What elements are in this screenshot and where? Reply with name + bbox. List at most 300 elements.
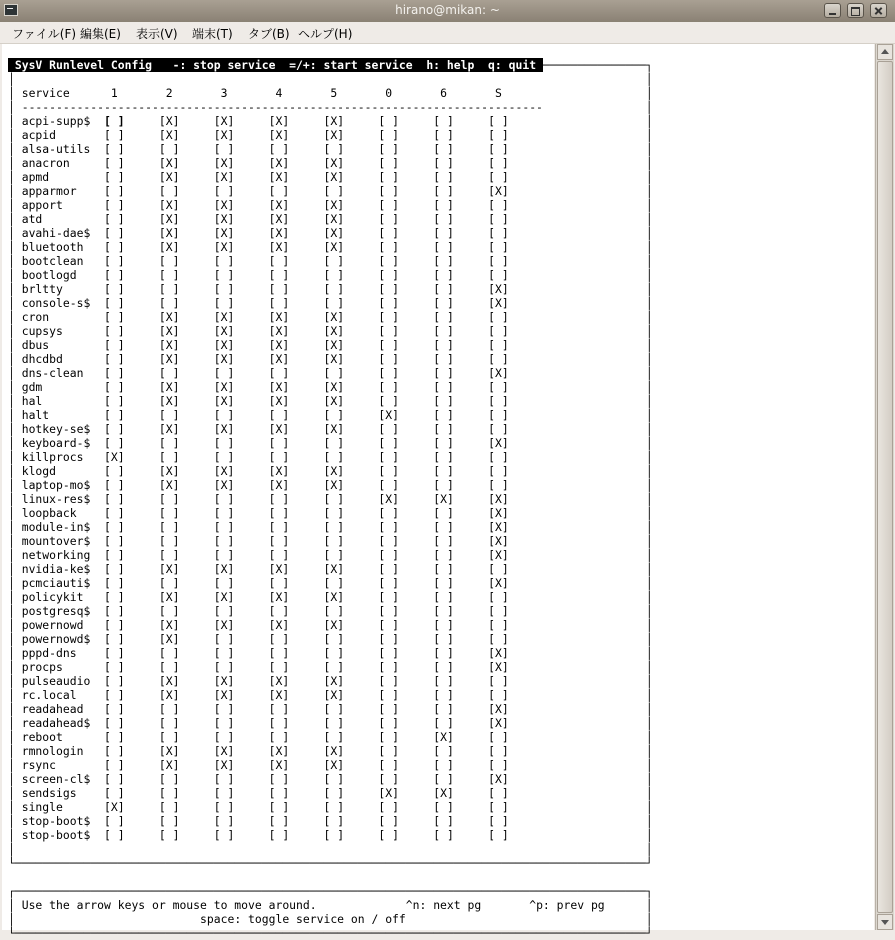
runlevel-checkbox[interactable]: [ ] bbox=[433, 534, 454, 548]
runlevel-checkbox[interactable]: [X] bbox=[158, 352, 180, 366]
runlevel-checkbox[interactable]: [ ] bbox=[488, 394, 509, 408]
runlevel-checkbox[interactable]: [X] bbox=[158, 338, 180, 352]
runlevel-checkbox[interactable]: [X] bbox=[158, 212, 180, 226]
runlevel-checkbox[interactable]: [ ] bbox=[323, 814, 345, 828]
runlevel-checkbox[interactable]: [X] bbox=[488, 366, 509, 380]
runlevel-checkbox[interactable]: [ ] bbox=[323, 366, 345, 380]
runlevel-checkbox[interactable]: [ ] bbox=[158, 772, 180, 786]
runlevel-checkbox[interactable]: [ ] bbox=[323, 506, 345, 520]
runlevel-checkbox[interactable]: [ ] bbox=[433, 548, 454, 562]
runlevel-checkbox[interactable]: [X] bbox=[268, 128, 290, 142]
runlevel-checkbox[interactable]: [X] bbox=[488, 506, 509, 520]
runlevel-checkbox[interactable]: [X] bbox=[158, 618, 180, 632]
runlevel-checkbox[interactable]: [ ] bbox=[268, 282, 290, 296]
scrollbar-thumb[interactable] bbox=[877, 61, 893, 913]
runlevel-checkbox[interactable]: [X] bbox=[323, 422, 345, 436]
scroll-down-arrow-icon[interactable] bbox=[877, 914, 893, 930]
terminal-screen[interactable] bbox=[2, 44, 874, 940]
runlevel-checkbox[interactable]: [X] bbox=[268, 618, 290, 632]
runlevel-checkbox[interactable]: [ ] bbox=[104, 408, 125, 422]
runlevel-checkbox[interactable]: [X] bbox=[323, 198, 345, 212]
runlevel-checkbox[interactable]: [ ] bbox=[213, 660, 235, 674]
runlevel-checkbox[interactable]: [ ] bbox=[323, 254, 345, 268]
runlevel-checkbox[interactable]: [X] bbox=[488, 576, 509, 590]
runlevel-checkbox[interactable]: [ ] bbox=[488, 324, 509, 338]
runlevel-checkbox[interactable]: [ ] bbox=[433, 478, 454, 492]
runlevel-checkbox[interactable]: [ ] bbox=[213, 268, 235, 282]
runlevel-checkbox[interactable]: [ ] bbox=[158, 800, 180, 814]
runlevel-checkbox[interactable]: [X] bbox=[213, 352, 235, 366]
menu-terminal[interactable]: 端末(T) bbox=[192, 27, 233, 41]
runlevel-checkbox[interactable]: [X] bbox=[268, 380, 290, 394]
runlevel-checkbox[interactable]: [ ] bbox=[104, 702, 125, 716]
runlevel-checkbox[interactable]: [ ] bbox=[378, 142, 399, 156]
runlevel-checkbox[interactable]: [ ] bbox=[268, 702, 290, 716]
runlevel-checkbox[interactable]: [ ] bbox=[488, 590, 509, 604]
runlevel-checkbox[interactable]: [ ] bbox=[488, 632, 509, 646]
runlevel-checkbox[interactable]: [X] bbox=[323, 618, 345, 632]
runlevel-checkbox[interactable]: [X] bbox=[158, 394, 180, 408]
runlevel-checkbox[interactable]: [ ] bbox=[104, 758, 125, 772]
runlevel-checkbox[interactable]: [ ] bbox=[488, 478, 509, 492]
runlevel-checkbox[interactable]: [X] bbox=[323, 352, 345, 366]
runlevel-checkbox[interactable]: [ ] bbox=[323, 520, 345, 534]
runlevel-checkbox[interactable]: [ ] bbox=[433, 408, 454, 422]
runlevel-checkbox[interactable]: [ ] bbox=[213, 506, 235, 520]
runlevel-checkbox[interactable]: [ ] bbox=[323, 142, 345, 156]
runlevel-checkbox[interactable]: [X] bbox=[488, 282, 509, 296]
runlevel-checkbox[interactable]: [ ] bbox=[378, 604, 399, 618]
runlevel-checkbox[interactable]: [X] bbox=[433, 786, 454, 800]
runlevel-checkbox[interactable]: [X] bbox=[323, 562, 345, 576]
runlevel-checkbox[interactable]: [ ] bbox=[488, 786, 509, 800]
runlevel-checkbox[interactable]: [ ] bbox=[433, 604, 454, 618]
runlevel-checkbox[interactable]: [ ] bbox=[433, 660, 454, 674]
runlevel-checkbox[interactable]: [ ] bbox=[433, 282, 454, 296]
runlevel-checkbox[interactable]: [X] bbox=[158, 562, 180, 576]
runlevel-checkbox[interactable]: [ ] bbox=[488, 254, 509, 268]
runlevel-checkbox[interactable]: [X] bbox=[158, 114, 180, 128]
runlevel-checkbox[interactable]: [ ] bbox=[268, 786, 290, 800]
title-bar[interactable] bbox=[0, 0, 895, 23]
runlevel-checkbox[interactable]: [ ] bbox=[378, 394, 399, 408]
runlevel-checkbox[interactable]: [X] bbox=[213, 590, 235, 604]
runlevel-checkbox[interactable]: [ ] bbox=[213, 828, 235, 842]
runlevel-checkbox[interactable]: [X] bbox=[268, 240, 290, 254]
runlevel-checkbox[interactable]: [ ] bbox=[104, 380, 125, 394]
runlevel-checkbox[interactable]: [ ] bbox=[323, 716, 345, 730]
sysv-rc-conf-screen[interactable]: SysV Runlevel Config -: stop service =/+: start service h: help q: quit ───────────────┐ │ │ │ service 1 2 3 4 5 0 6 S │ │ ---------------------------------------------------------------------------- │ │ acpi-supp$ [ ] [X] [X] [X] [X] [ ] [ ] [ ] │ │ acpid [ ] [X] [X] [X] [X] [ ] [ ] [ ] │ │ alsa-utils [ ] [ ] [ ] [ ] [ ] [ ] [ ] [ ] │ │ anacron [ ] [X] [X] [X] [X] [ ] [ ] [ ] │ │ apmd [ ] [X] [X] [X] [X] [ ] [ ] [ ] │ │ apparmor [ ] [ ] [ ] [ ] [ ] [ ] [ ] [X] │ │ apport [ ] [X] [X] [X] [X] [ ] [ ] [ ] │ │ atd [ ] [X] [X] [X] [X] [ ] [ ] [ ] │ │ avahi-dae$ [ ] [X] [X] [X] [X] [ ] [ ] [ ] │ │ bluetooth [ ] [X] [X] [X] [X] [ ] [ ] [ ] │ │ bootclean [ ] [ ] [ ] [ ] [ ] [ ] [ ] [ ] │ │ bootlogd [ ] [ ] [ ] [ ] [ ] [ ] [ ] [ ] │ │ brltty [ ] [ ] [ ] [ ] [ ] [ ] [ ] [X] │ │ console-s$ [ ] [ ] [ ] [ ] [ ] [ ] [ ] [X] │ │ cron [ ] [X] [X] [X] [X] [ ] [ ] [ ] │ │ cupsys [ ] [X] [X] [X] [X] [ ] [ ] [ ] │ │ dbus [ ] [X] [X] [X] [X] [ ] [ ] [ ] │ │ dhcdbd [ ] [X] [X] [X] [X] [ ] [ ] [ ] │ │ dns-clean [ ] [ ] [ ] [ ] [ ] [ ] [ ] [X] │ │ gdm [ ] [X] [X] [X] [X] [ ] [ ] [ ] │ │ hal [ ] [X] [X] [X] [X] [ ] [ ] [ ] │ │ halt [ ] [ ] [ ] [ ] [ ] [X] [ ] [ ] │ │ hotkey-se$ [ ] [X] [X] [X] [X] [ ] [ ] [ ] │ │ keyboard-$ [ ] [ ] [ ] [ ] [ ] [ ] [ ] [X] │ │ killprocs [X] [ ] [ ] [ ] [ ] [ ] [ ] [ ] │ │ klogd [ ] [X] [X] [X] [X] [ ] [ ] [ ] │ │ laptop-mo$ [ ] [X] [X] [X] [X] [ ] [ ] [ ] │ │ linux-res$ [ ] [ ] [ ] [ ] [ ] [X] [X] [X] │ │ loopback [ ] [ ] [ ] [ ] [ ] [ ] [ ] [X] │ │ module-in$ [ ] [ ] [ ] [ ] [ ] [ ] [ ] [X] │ │ mountover$ [ ] [ ] [ ] [ ] [ ] [ ] [ ] [X] │ │ networking [ ] [ ] [ ] [ ] [ ] [ ] [ ] [X] │ │ nvidia-ke$ [ ] [X] [X] [X] [X] [ ] [ ] [ ] │ │ pcmciauti$ [ ] [ ] [ ] [ ] [ ] [ ] [ ] [X] │ │ policykit [ ] [X] [X] [X] [X] [ ] [ ] [ ] │ │ postgresq$ [ ] [ ] [ ] [ ] [ ] [ ] [ ] [ ] │ │ powernowd [ ] [X] [X] [X] [X] [ ] [ ] [ ] │ │ powernowd$ [ ] [X] [ ] [ ] [ ] [ ] [ ] [ ] │ │ pppd-dns [ ] [ ] [ ] [ ] [ ] [ ] [ ] [X] │ │ procps [ ] [ ] [ ] [ ] [ ] [ ] [ ] [X] │ │ pulseaudio [ ] [X] [X] [X] [X] [ ] [ ] [ ] │ │ rc.local [ ] [X] [X] [X] [X] [ ] [ ] [ ] │ │ readahead [ ] [ ] [ ] [ ] [ ] [ ] [ ] [X] │ │ readahead$ [ ] [ ] [ ] [ ] [ ] [ ] [ ] [X] │ │ reboot [ ] [ ] [ ] [ ] [ ] [ ] [X] [ ] │ │ rmnologin [ ] [X] [X] [X] [X] [ ] [ ] [ ] │ │ rsync [ ] [X] [X] [X] [X] [ ] [ ] [ ] │ │ screen-cl$ [ ] [ ] [ ] [ ] [ ] [ ] [ ] [X] │ │ sendsigs [ ] [ ] [ ] [ ] [ ] [X] [X] [ ] │ │ single [X] [ ] [ ] [ ] [ ] [ ] [ ] [ ] │ │ stop-boot$ [ ] [ ] [ ] [ ] [ ] [ ] [ ] [ ] │ │ stop-boot$ [ ] [ ] [ ] [ ] [ ] [ ] [ ] [ ] │ │ │ └────────────────────────────────────────────────────────────────────────────────────────────┘ ┌────────────────────────────────────────────────────────────────────────────────────────────┐ │ Use the arrow keys or mouse to move around. ^n: next pg ^p: prev pg │ │ space: toggle service on / off │ └────────────────────────────────────────────────────────────────────────────────────────────┘ bbox=[8, 58, 653, 940]
runlevel-checkbox[interactable]: [X] bbox=[268, 324, 290, 338]
runlevel-checkbox[interactable]: [ ] bbox=[213, 548, 235, 562]
runlevel-checkbox[interactable]: [ ] bbox=[104, 436, 125, 450]
runlevel-checkbox[interactable]: [X] bbox=[378, 492, 399, 506]
runlevel-checkbox[interactable]: [ ] bbox=[213, 254, 235, 268]
runlevel-checkbox[interactable]: [ ] bbox=[433, 128, 454, 142]
runlevel-checkbox[interactable]: [ ] bbox=[488, 198, 509, 212]
runlevel-checkbox[interactable]: [ ] bbox=[433, 702, 454, 716]
runlevel-checkbox[interactable]: [ ] bbox=[378, 562, 399, 576]
runlevel-checkbox[interactable]: [ ] bbox=[268, 716, 290, 730]
runlevel-checkbox[interactable]: [X] bbox=[433, 730, 454, 744]
runlevel-checkbox[interactable]: [ ] bbox=[488, 380, 509, 394]
runlevel-checkbox[interactable]: [ ] bbox=[488, 338, 509, 352]
runlevel-checkbox[interactable]: [ ] bbox=[323, 184, 345, 198]
runlevel-checkbox[interactable]: [ ] bbox=[323, 660, 345, 674]
runlevel-checkbox[interactable]: [ ] bbox=[378, 338, 399, 352]
runlevel-checkbox[interactable]: [X] bbox=[213, 744, 235, 758]
runlevel-checkbox[interactable]: [ ] bbox=[104, 814, 125, 828]
runlevel-checkbox[interactable]: [X] bbox=[213, 128, 235, 142]
menu-file[interactable]: ファイル(F) bbox=[12, 27, 77, 41]
runlevel-checkbox[interactable]: [ ] bbox=[104, 254, 125, 268]
runlevel-checkbox[interactable]: [ ] bbox=[104, 674, 125, 688]
runlevel-checkbox[interactable]: [ ] bbox=[378, 184, 399, 198]
runlevel-checkbox[interactable]: [ ] bbox=[433, 156, 454, 170]
runlevel-checkbox[interactable]: [ ] bbox=[268, 450, 290, 464]
runlevel-checkbox[interactable]: [X] bbox=[488, 548, 509, 562]
runlevel-checkbox[interactable]: [X] bbox=[158, 128, 180, 142]
runlevel-checkbox[interactable]: [ ] bbox=[158, 786, 180, 800]
runlevel-checkbox[interactable]: [ ] bbox=[104, 534, 125, 548]
runlevel-checkbox[interactable]: [ ] bbox=[433, 744, 454, 758]
runlevel-checkbox[interactable]: [ ] bbox=[323, 828, 345, 842]
runlevel-checkbox[interactable]: [X] bbox=[104, 450, 125, 464]
runlevel-checkbox[interactable]: [ ] bbox=[433, 688, 454, 702]
runlevel-checkbox[interactable]: [X] bbox=[213, 478, 235, 492]
runlevel-checkbox[interactable]: [X] bbox=[268, 464, 290, 478]
runlevel-checkbox[interactable]: [X] bbox=[213, 464, 235, 478]
runlevel-checkbox[interactable]: [ ] bbox=[104, 730, 125, 744]
runlevel-checkbox[interactable]: [X] bbox=[268, 114, 290, 128]
runlevel-checkbox[interactable]: [ ] bbox=[433, 828, 454, 842]
runlevel-checkbox[interactable]: [ ] bbox=[104, 828, 125, 842]
runlevel-checkbox[interactable]: [X] bbox=[323, 590, 345, 604]
runlevel-checkbox[interactable]: [ ] bbox=[213, 296, 235, 310]
runlevel-checkbox[interactable]: [X] bbox=[158, 632, 180, 646]
runlevel-checkbox[interactable]: [ ] bbox=[323, 268, 345, 282]
runlevel-checkbox[interactable]: [ ] bbox=[378, 156, 399, 170]
runlevel-checkbox[interactable]: [X] bbox=[268, 170, 290, 184]
runlevel-checkbox[interactable]: [ ] bbox=[268, 492, 290, 506]
runlevel-checkbox[interactable]: [X] bbox=[213, 758, 235, 772]
runlevel-checkbox[interactable]: [ ] bbox=[433, 520, 454, 534]
runlevel-checkbox[interactable]: [ ] bbox=[433, 226, 454, 240]
runlevel-checkbox[interactable]: [ ] bbox=[378, 366, 399, 380]
runlevel-checkbox[interactable]: [ ] bbox=[158, 142, 180, 156]
runlevel-checkbox[interactable]: [ ] bbox=[213, 492, 235, 506]
runlevel-checkbox[interactable]: [ ] bbox=[378, 520, 399, 534]
runlevel-checkbox[interactable]: [ ] bbox=[433, 716, 454, 730]
runlevel-checkbox[interactable]: [X] bbox=[104, 800, 125, 814]
scroll-up-arrow-icon[interactable] bbox=[877, 44, 893, 60]
runlevel-checkbox[interactable]: [ ] bbox=[268, 828, 290, 842]
runlevel-checkbox[interactable]: [X] bbox=[213, 240, 235, 254]
runlevel-checkbox[interactable]: [ ] bbox=[104, 128, 125, 142]
runlevel-checkbox[interactable]: [ ] bbox=[213, 366, 235, 380]
runlevel-checkbox[interactable]: [ ] bbox=[433, 618, 454, 632]
runlevel-checkbox[interactable]: [ ] bbox=[158, 268, 180, 282]
runlevel-checkbox[interactable]: [ ] bbox=[378, 198, 399, 212]
runlevel-checkbox[interactable]: [ ] bbox=[104, 632, 125, 646]
runlevel-checkbox[interactable]: [ ] bbox=[488, 450, 509, 464]
runlevel-checkbox[interactable]: [ ] bbox=[158, 408, 180, 422]
runlevel-checkbox[interactable]: [X] bbox=[268, 338, 290, 352]
runlevel-checkbox[interactable]: [X] bbox=[158, 744, 180, 758]
runlevel-checkbox[interactable]: [ ] bbox=[268, 632, 290, 646]
runlevel-checkbox[interactable]: [X] bbox=[268, 156, 290, 170]
runlevel-checkbox[interactable]: [X] bbox=[158, 198, 180, 212]
runlevel-checkbox[interactable]: [ ] bbox=[104, 240, 125, 254]
runlevel-checkbox[interactable]: [ ] bbox=[488, 744, 509, 758]
runlevel-checkbox[interactable]: [ ] bbox=[378, 744, 399, 758]
runlevel-checkbox[interactable]: [ ] bbox=[378, 660, 399, 674]
runlevel-checkbox[interactable]: [ ] bbox=[378, 590, 399, 604]
runlevel-checkbox[interactable]: [ ] bbox=[378, 800, 399, 814]
runlevel-checkbox[interactable]: [ ] bbox=[378, 212, 399, 226]
runlevel-checkbox[interactable]: [ ] bbox=[104, 716, 125, 730]
runlevel-checkbox[interactable]: [ ] bbox=[433, 170, 454, 184]
runlevel-checkbox[interactable]: [ ] bbox=[378, 422, 399, 436]
runlevel-checkbox[interactable]: [ ] bbox=[378, 688, 399, 702]
runlevel-checkbox[interactable]: [X] bbox=[323, 128, 345, 142]
runlevel-checkbox[interactable]: [X] bbox=[213, 394, 235, 408]
runlevel-checkbox[interactable]: [ ] bbox=[433, 576, 454, 590]
runlevel-checkbox[interactable]: [X] bbox=[268, 198, 290, 212]
runlevel-checkbox[interactable]: [X] bbox=[488, 534, 509, 548]
runlevel-checkbox[interactable]: [ ] bbox=[213, 184, 235, 198]
runlevel-checkbox[interactable]: [ ] bbox=[323, 548, 345, 562]
runlevel-checkbox[interactable]: [ ] bbox=[104, 576, 125, 590]
runlevel-checkbox[interactable]: [X] bbox=[158, 156, 180, 170]
runlevel-checkbox[interactable]: [ ] bbox=[323, 604, 345, 618]
runlevel-checkbox[interactable]: [ ] bbox=[488, 688, 509, 702]
runlevel-checkbox[interactable]: [ ] bbox=[488, 604, 509, 618]
runlevel-checkbox[interactable]: [X] bbox=[488, 296, 509, 310]
runlevel-checkbox[interactable]: [ ] bbox=[268, 646, 290, 660]
runlevel-checkbox[interactable]: [X] bbox=[488, 184, 509, 198]
runlevel-checkbox[interactable]: [X] bbox=[213, 618, 235, 632]
menu-edit[interactable]: 編集(E) bbox=[80, 27, 121, 41]
runlevel-checkbox[interactable]: [ ] bbox=[433, 590, 454, 604]
runlevel-checkbox[interactable]: [ ] bbox=[433, 254, 454, 268]
runlevel-checkbox[interactable]: [X] bbox=[213, 422, 235, 436]
runlevel-checkbox[interactable]: [ ] bbox=[104, 310, 125, 324]
runlevel-checkbox[interactable]: [X] bbox=[378, 786, 399, 800]
runlevel-checkbox[interactable]: [ ] bbox=[104, 562, 125, 576]
runlevel-checkbox[interactable]: [ ] bbox=[488, 562, 509, 576]
runlevel-checkbox[interactable]: [X] bbox=[213, 324, 235, 338]
runlevel-checkbox[interactable]: [ ] bbox=[378, 702, 399, 716]
runlevel-checkbox[interactable]: [X] bbox=[268, 394, 290, 408]
runlevel-checkbox[interactable]: [ ] bbox=[488, 464, 509, 478]
runlevel-checkbox[interactable]: [ ] bbox=[378, 534, 399, 548]
runlevel-checkbox[interactable]: [X] bbox=[213, 380, 235, 394]
runlevel-checkbox[interactable]: [X] bbox=[268, 674, 290, 688]
runlevel-checkbox[interactable]: [X] bbox=[268, 562, 290, 576]
minimize-button[interactable] bbox=[824, 3, 841, 18]
runlevel-checkbox[interactable]: [ ] bbox=[378, 576, 399, 590]
runlevel-checkbox[interactable]: [ ] bbox=[378, 716, 399, 730]
runlevel-checkbox[interactable]: [ ] bbox=[488, 226, 509, 240]
runlevel-checkbox[interactable]: [X] bbox=[488, 492, 509, 506]
runlevel-checkbox[interactable]: [ ] bbox=[323, 296, 345, 310]
runlevel-checkbox[interactable]: [ ] bbox=[378, 240, 399, 254]
runlevel-checkbox[interactable]: [ ] bbox=[104, 184, 125, 198]
runlevel-checkbox[interactable]: [ ] bbox=[104, 772, 125, 786]
runlevel-checkbox[interactable]: [ ] bbox=[433, 268, 454, 282]
runlevel-checkbox[interactable]: [ ] bbox=[488, 814, 509, 828]
runlevel-checkbox[interactable]: [X] bbox=[323, 212, 345, 226]
runlevel-checkbox[interactable]: [ ] bbox=[323, 730, 345, 744]
runlevel-checkbox[interactable]: [ ] bbox=[488, 800, 509, 814]
runlevel-checkbox[interactable]: [ ] bbox=[378, 352, 399, 366]
runlevel-checkbox[interactable]: [X] bbox=[323, 310, 345, 324]
runlevel-checkbox[interactable]: [ ] bbox=[213, 716, 235, 730]
runlevel-checkbox[interactable]: [X] bbox=[158, 674, 180, 688]
runlevel-checkbox[interactable]: [X] bbox=[158, 464, 180, 478]
runlevel-checkbox[interactable]: [ ] bbox=[104, 142, 125, 156]
runlevel-checkbox[interactable]: [X] bbox=[323, 156, 345, 170]
runlevel-checkbox[interactable]: [ ] bbox=[158, 282, 180, 296]
runlevel-checkbox[interactable]: [ ] bbox=[433, 422, 454, 436]
runlevel-checkbox[interactable]: [ ] bbox=[158, 184, 180, 198]
runlevel-checkbox[interactable]: [ ] bbox=[378, 268, 399, 282]
runlevel-checkbox[interactable]: [ ] bbox=[433, 352, 454, 366]
runlevel-checkbox[interactable]: [X] bbox=[433, 492, 454, 506]
runlevel-checkbox[interactable]: [ ] bbox=[433, 142, 454, 156]
runlevel-checkbox[interactable]: [ ] bbox=[433, 814, 454, 828]
runlevel-checkbox[interactable]: [ ] bbox=[433, 758, 454, 772]
runlevel-checkbox[interactable]: [ ] bbox=[104, 422, 125, 436]
runlevel-checkbox[interactable]: [X] bbox=[158, 478, 180, 492]
runlevel-checkbox[interactable]: [X] bbox=[158, 422, 180, 436]
runlevel-checkbox[interactable]: [ ] bbox=[433, 296, 454, 310]
runlevel-checkbox[interactable]: [ ] bbox=[433, 772, 454, 786]
runlevel-checkbox[interactable]: [ ] bbox=[323, 646, 345, 660]
runlevel-checkbox[interactable]: [ ] bbox=[378, 618, 399, 632]
runlevel-checkbox[interactable]: [X] bbox=[323, 394, 345, 408]
runlevel-checkbox[interactable]: [ ] bbox=[158, 296, 180, 310]
runlevel-checkbox[interactable]: [ ] bbox=[104, 660, 125, 674]
runlevel-checkbox[interactable]: [ ] bbox=[433, 114, 454, 128]
runlevel-checkbox[interactable]: [ ] bbox=[378, 814, 399, 828]
runlevel-checkbox[interactable]: [ ] bbox=[158, 534, 180, 548]
runlevel-checkbox[interactable]: [X] bbox=[268, 212, 290, 226]
runlevel-checkbox[interactable]: [ ] bbox=[213, 436, 235, 450]
runlevel-checkbox[interactable]: [X] bbox=[488, 716, 509, 730]
runlevel-checkbox[interactable]: [ ] bbox=[488, 268, 509, 282]
runlevel-checkbox[interactable]: [ ] bbox=[213, 772, 235, 786]
runlevel-checkbox[interactable]: [ ] bbox=[213, 520, 235, 534]
runlevel-checkbox[interactable]: [X] bbox=[488, 702, 509, 716]
runlevel-checkbox[interactable]: [ ] bbox=[158, 660, 180, 674]
menu-tabs[interactable]: タブ(B) bbox=[248, 27, 290, 41]
runlevel-checkbox[interactable]: [ ] bbox=[378, 828, 399, 842]
runlevel-checkbox[interactable]: [X] bbox=[488, 436, 509, 450]
runlevel-checkbox[interactable]: [X] bbox=[268, 758, 290, 772]
runlevel-checkbox[interactable]: [ ] bbox=[488, 142, 509, 156]
runlevel-checkbox[interactable]: [ ] bbox=[268, 730, 290, 744]
runlevel-checkbox[interactable]: [ ] bbox=[378, 646, 399, 660]
runlevel-checkbox[interactable]: [X] bbox=[323, 688, 345, 702]
runlevel-checkbox[interactable]: [ ] bbox=[433, 380, 454, 394]
runlevel-checkbox[interactable]: [ ] bbox=[488, 730, 509, 744]
runlevel-checkbox[interactable]: [ ] bbox=[158, 548, 180, 562]
runlevel-checkbox[interactable]: [ ] bbox=[158, 716, 180, 730]
runlevel-checkbox[interactable]: [ ] bbox=[378, 464, 399, 478]
runlevel-checkbox[interactable]: [ ] bbox=[378, 282, 399, 296]
runlevel-checkbox[interactable]: [ ] bbox=[268, 576, 290, 590]
runlevel-checkbox[interactable]: [ ] bbox=[158, 366, 180, 380]
runlevel-checkbox[interactable]: [X] bbox=[323, 114, 345, 128]
runlevel-checkbox[interactable]: [ ] bbox=[213, 142, 235, 156]
runlevel-checkbox[interactable]: [ ] bbox=[323, 800, 345, 814]
runlevel-checkbox[interactable]: [ ] bbox=[488, 114, 509, 128]
runlevel-checkbox[interactable]: [ ] bbox=[433, 436, 454, 450]
runlevel-checkbox[interactable]: [ ] bbox=[268, 814, 290, 828]
runlevel-checkbox[interactable]: [X] bbox=[158, 590, 180, 604]
runlevel-checkbox[interactable]: [ ] bbox=[378, 772, 399, 786]
runlevel-checkbox[interactable]: [ ] bbox=[488, 310, 509, 324]
runlevel-checkbox[interactable]: [X] bbox=[378, 408, 399, 422]
runlevel-checkbox[interactable]: [ ] bbox=[433, 632, 454, 646]
runlevel-checkbox[interactable]: [ ] bbox=[104, 688, 125, 702]
runlevel-checkbox[interactable]: [ ] bbox=[378, 478, 399, 492]
runlevel-checkbox[interactable]: [X] bbox=[268, 226, 290, 240]
close-button[interactable] bbox=[870, 3, 887, 18]
runlevel-checkbox[interactable]: [X] bbox=[323, 758, 345, 772]
runlevel-checkbox[interactable]: [ ] bbox=[323, 534, 345, 548]
runlevel-checkbox[interactable]: [ ] bbox=[378, 114, 399, 128]
runlevel-checkbox[interactable]: [ ] bbox=[158, 506, 180, 520]
runlevel-checkbox[interactable]: [X] bbox=[268, 310, 290, 324]
runlevel-checkbox[interactable]: [ ] bbox=[158, 828, 180, 842]
runlevel-checkbox[interactable]: [X] bbox=[268, 688, 290, 702]
runlevel-checkbox[interactable]: [ ] bbox=[433, 464, 454, 478]
runlevel-checkbox[interactable]: [ ] bbox=[433, 212, 454, 226]
runlevel-checkbox[interactable]: [ ] bbox=[268, 184, 290, 198]
runlevel-checkbox[interactable]: [ ] bbox=[104, 268, 125, 282]
runlevel-checkbox[interactable]: [X] bbox=[323, 226, 345, 240]
runlevel-checkbox[interactable]: [ ] bbox=[104, 114, 125, 128]
runlevel-checkbox[interactable]: [X] bbox=[158, 240, 180, 254]
runlevel-checkbox[interactable]: [ ] bbox=[104, 590, 125, 604]
runlevel-checkbox[interactable]: [ ] bbox=[323, 786, 345, 800]
runlevel-checkbox[interactable]: [ ] bbox=[158, 520, 180, 534]
runlevel-checkbox[interactable]: [ ] bbox=[433, 450, 454, 464]
maximize-button[interactable] bbox=[847, 3, 864, 18]
runlevel-checkbox[interactable]: [ ] bbox=[378, 324, 399, 338]
runlevel-checkbox[interactable]: [X] bbox=[213, 562, 235, 576]
runlevel-checkbox[interactable]: [ ] bbox=[158, 730, 180, 744]
runlevel-checkbox[interactable]: [ ] bbox=[158, 254, 180, 268]
runlevel-checkbox[interactable]: [X] bbox=[158, 226, 180, 240]
runlevel-checkbox[interactable]: [ ] bbox=[158, 576, 180, 590]
runlevel-checkbox[interactable]: [ ] bbox=[433, 674, 454, 688]
runlevel-checkbox[interactable]: [ ] bbox=[104, 464, 125, 478]
runlevel-checkbox[interactable]: [ ] bbox=[104, 212, 125, 226]
runlevel-checkbox[interactable]: [ ] bbox=[104, 156, 125, 170]
runlevel-checkbox[interactable]: [ ] bbox=[378, 310, 399, 324]
vertical-scrollbar[interactable] bbox=[875, 44, 894, 930]
runlevel-checkbox[interactable]: [ ] bbox=[433, 646, 454, 660]
runlevel-checkbox[interactable]: [ ] bbox=[488, 758, 509, 772]
runlevel-checkbox[interactable]: [ ] bbox=[268, 142, 290, 156]
runlevel-checkbox[interactable]: [ ] bbox=[104, 478, 125, 492]
runlevel-checkbox[interactable]: [X] bbox=[323, 170, 345, 184]
runlevel-checkbox[interactable]: [ ] bbox=[158, 646, 180, 660]
